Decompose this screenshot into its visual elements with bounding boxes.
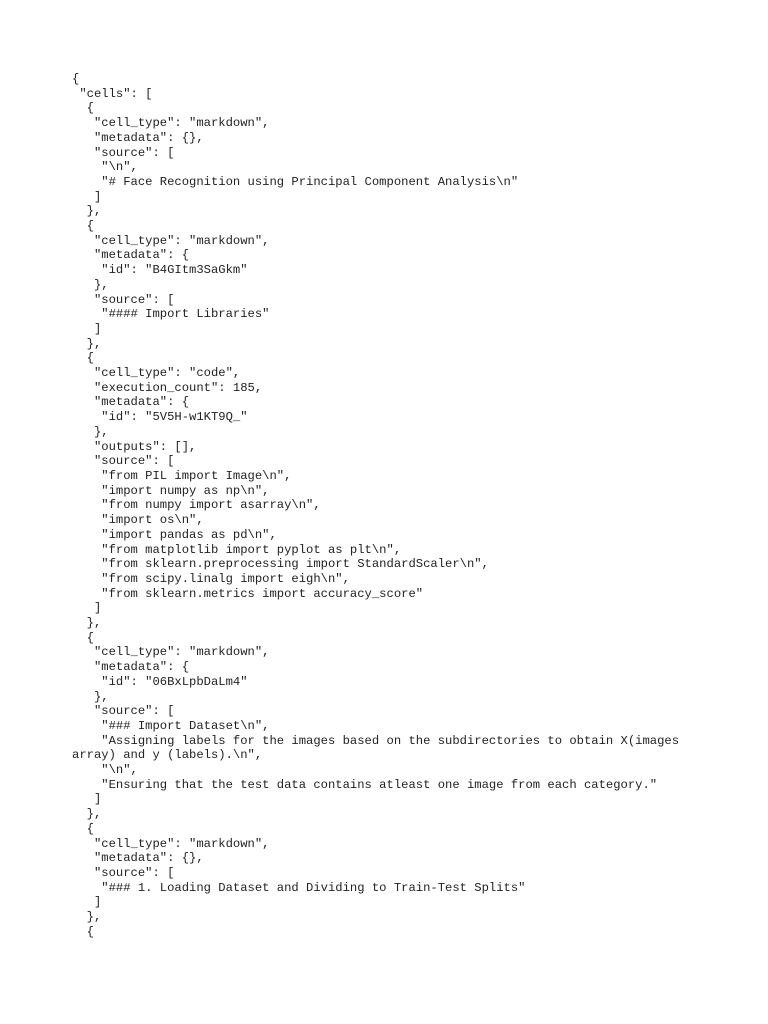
document-line: "import pandas as pd\n", (72, 527, 277, 542)
document-line: "source": [ (72, 704, 175, 719)
document-line: "source": [ (72, 865, 175, 880)
document-line: "id": "06BxLpbDaLm4" (72, 674, 248, 689)
document-line: "from scipy.linalg import eigh\n", (72, 571, 350, 586)
document-line: }, (72, 616, 102, 631)
document-line: "# Face Recognition using Principal Component Analysis\n" (72, 174, 519, 189)
document-line: "### Import Dataset\n", (72, 718, 270, 733)
document-line: }, (72, 910, 102, 925)
document-line: "from matplotlib import pyplot as plt\n", (72, 542, 402, 557)
document-line: "#### Import Libraries" (72, 307, 270, 322)
json-document (72, 72, 702, 939)
document-line: }, (72, 336, 102, 351)
document-line: "cells": [ (72, 86, 153, 101)
document-line: "metadata": { (72, 660, 190, 675)
document-line: "id": "5V5H-w1KT9Q_" (72, 410, 248, 425)
document-line: "metadata": {}, (72, 851, 204, 866)
document-line: "cell_type": "markdown", (72, 645, 270, 660)
document-line: "id": "B4GItm3SaGkm" (72, 263, 248, 278)
document-line: "\n", (72, 160, 138, 175)
document-line: ] (72, 189, 102, 204)
document-line: "import numpy as np\n", (72, 483, 270, 498)
document-line: "from PIL import Image\n", (72, 468, 292, 483)
document-line: { (72, 101, 94, 116)
document-line: "metadata": { (72, 248, 190, 263)
document-line: ] (72, 601, 102, 616)
document-line: { (72, 351, 94, 366)
document-line: { (72, 72, 80, 86)
document-line: { (72, 924, 94, 939)
document-line: "from numpy import asarray\n", (72, 498, 321, 513)
document-line: "execution_count": 185, (72, 380, 263, 395)
document-line: "cell_type": "markdown", (72, 836, 270, 851)
document-line: }, (72, 204, 102, 219)
document-line: "source": [ (72, 454, 175, 469)
document-line: { (72, 219, 94, 234)
document-line: "Ensuring that the test data contains atleast one image from each category." (72, 777, 658, 792)
document-line: }, (72, 807, 102, 822)
document-line: { (72, 630, 94, 645)
document-line: }, (72, 277, 109, 292)
document-line: "metadata": {}, (72, 130, 204, 145)
document-line: "Assigning labels for the images based on the subdirectories to obtain X(images array) and y (labels).\n", (72, 733, 687, 763)
document-line: "from sklearn.metrics import accuracy_score" (72, 586, 424, 601)
document-line: "cell_type": "markdown", (72, 116, 270, 131)
document-line: { (72, 821, 94, 836)
document-line: ] (72, 321, 102, 336)
document-line: "source": [ (72, 292, 175, 307)
document-line: }, (72, 424, 109, 439)
document-line: ] (72, 792, 102, 807)
document-line: "import os\n", (72, 513, 204, 528)
document-line: "cell_type": "code", (72, 366, 241, 381)
document-line: "source": [ (72, 145, 175, 160)
document-line: "metadata": { (72, 395, 190, 410)
document-line: "outputs": [], (72, 439, 197, 454)
document-line: "from sklearn.preprocessing import StandardScaler\n", (72, 557, 489, 572)
document-line: "cell_type": "markdown", (72, 233, 270, 248)
document-line: ] (72, 895, 102, 910)
document-line: }, (72, 689, 109, 704)
document-line: "\n", (72, 763, 138, 778)
document-line: "### 1. Loading Dataset and Dividing to Train-Test Splits" (72, 880, 526, 895)
